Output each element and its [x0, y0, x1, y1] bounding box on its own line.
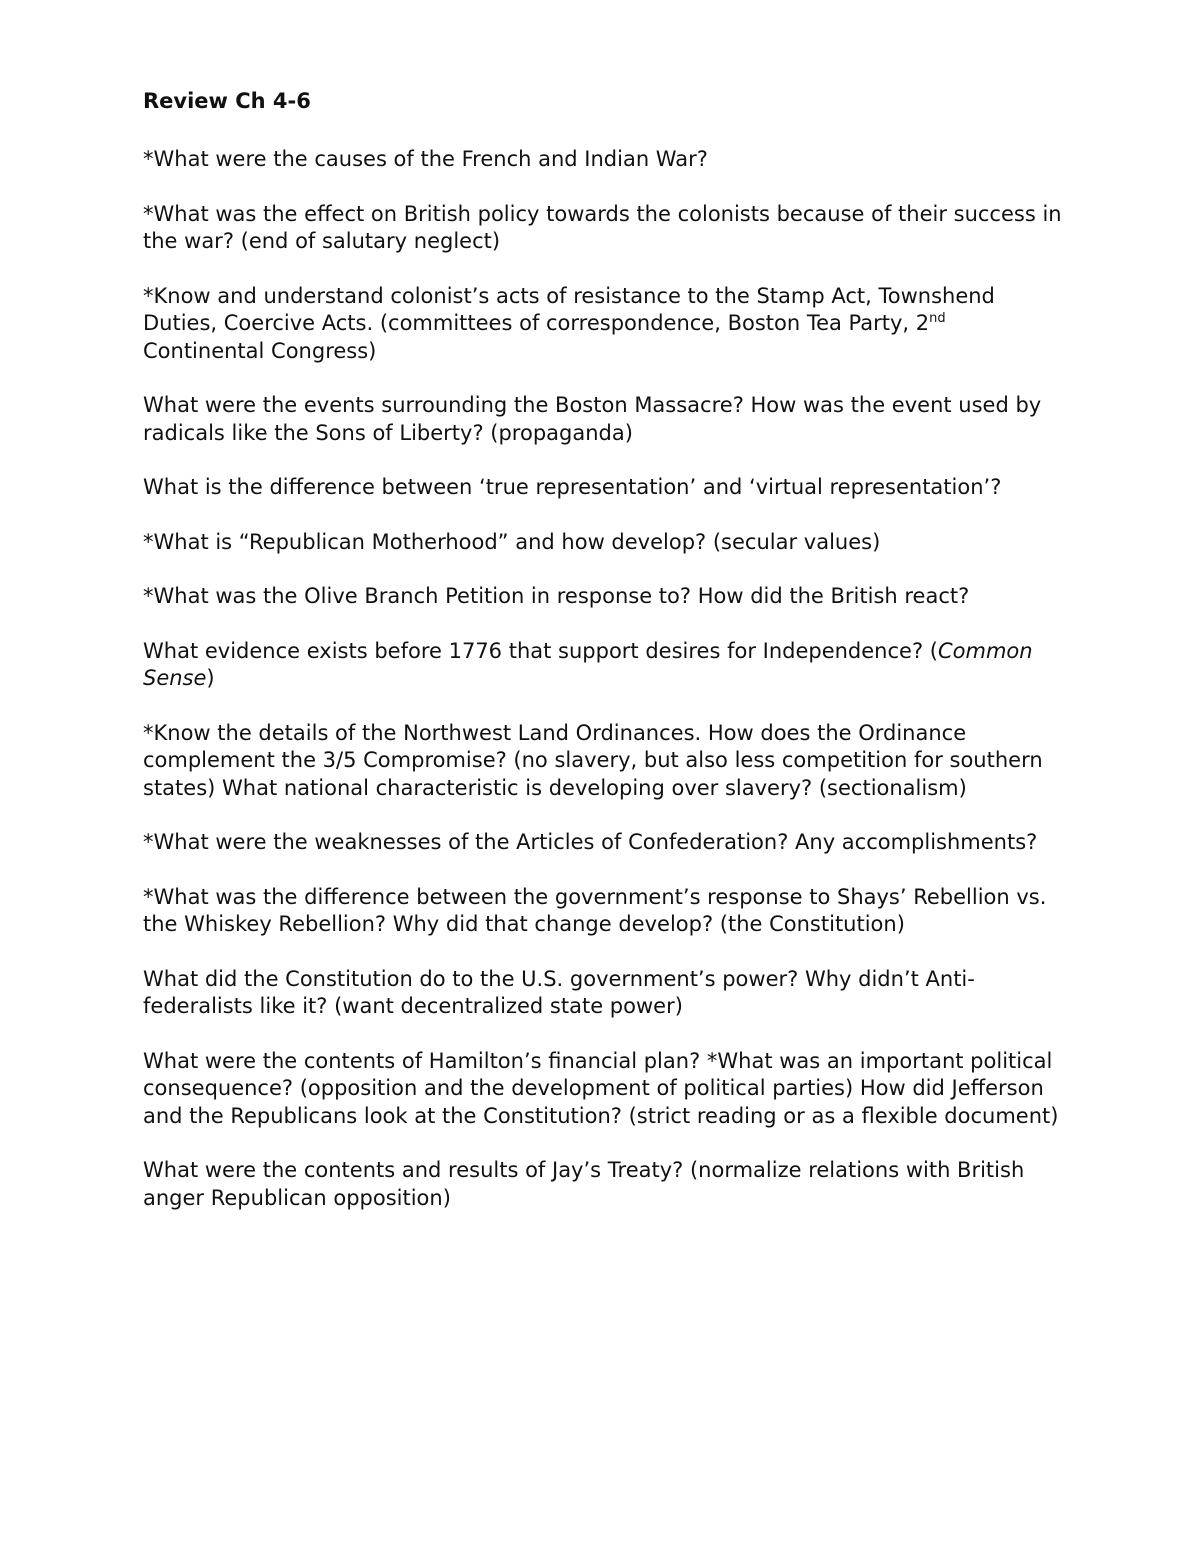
ordinal-suffix: nd: [929, 311, 946, 326]
question-articles-confederation: *What were the weaknesses of the Articles of Confederation? Any accomplishments?: [143, 830, 1038, 854]
question-representation: What is the difference between ‘true representation’ and ‘virtual representation’?: [143, 475, 1002, 499]
question-boston-massacre: What were the events surrounding the Boston Massacre? How was the event used by radicals like the Sons of Liberty? (propaganda): [143, 393, 1042, 445]
question-french-indian-war: *What were the causes of the French and Indian War?: [143, 147, 708, 171]
document-page: [143, 84, 1073, 1239]
question-hamilton-plan: What were the contents of Hamilton’s financial plan? *What was an important political consequence? (opposition and the development of political parties) How did Jefferson and the Republicans look at the Constitution? (strict reading or as a flexible document): [143, 1048, 1059, 1128]
question-jays-treaty: What were the contents and results of Jay’s Treaty? (normalize relations with British anger Republican opposition): [143, 1158, 1025, 1210]
question-rebellions: *What was the difference between the government’s response to Shays’ Rebellion vs. the Whiskey Rebellion? Why did that change develop? (the Constitution): [143, 884, 1047, 936]
question-text: *Know and understand colonist’s acts of resistance to the Stamp Act, Townshend Duties, Coercive Acts. (committees of correspondence, Boston Tea Party, 2: [143, 283, 995, 335]
question-olive-branch: *What was the Olive Branch Petition in response to? How did the British react?: [143, 584, 970, 608]
document-title: Review Ch 4-6: [143, 89, 311, 113]
question-independence-evidence: [143, 638, 1073, 693]
question-colonist-resistance: [143, 283, 1073, 366]
question-northwest-ordinances: *Know the details of the Northwest Land Ordinances. How does the Ordinance complement the 3/5 Compromise? (no slavery, but also less competition for southern states) What national characteristic is developing over slavery? (sectionalism): [143, 720, 1043, 800]
question-text: ): [206, 666, 215, 690]
question-text: Continental Congress): [143, 338, 377, 363]
question-constitution-power: What did the Constitution do to the U.S. government’s power? Why didn’t Anti-federalists like it? (want decentralized state power): [143, 966, 975, 1018]
question-british-policy: *What was the effect on British policy towards the colonists because of their success in the war? (end of salutary neglect): [143, 201, 1062, 253]
question-republican-motherhood: *What is “Republican Motherhood” and how develop? (secular values): [143, 529, 881, 554]
question-text: What evidence exists before 1776 that support desires for Independence? (: [143, 638, 938, 663]
italic-title: Common Sense: [143, 638, 1033, 690]
